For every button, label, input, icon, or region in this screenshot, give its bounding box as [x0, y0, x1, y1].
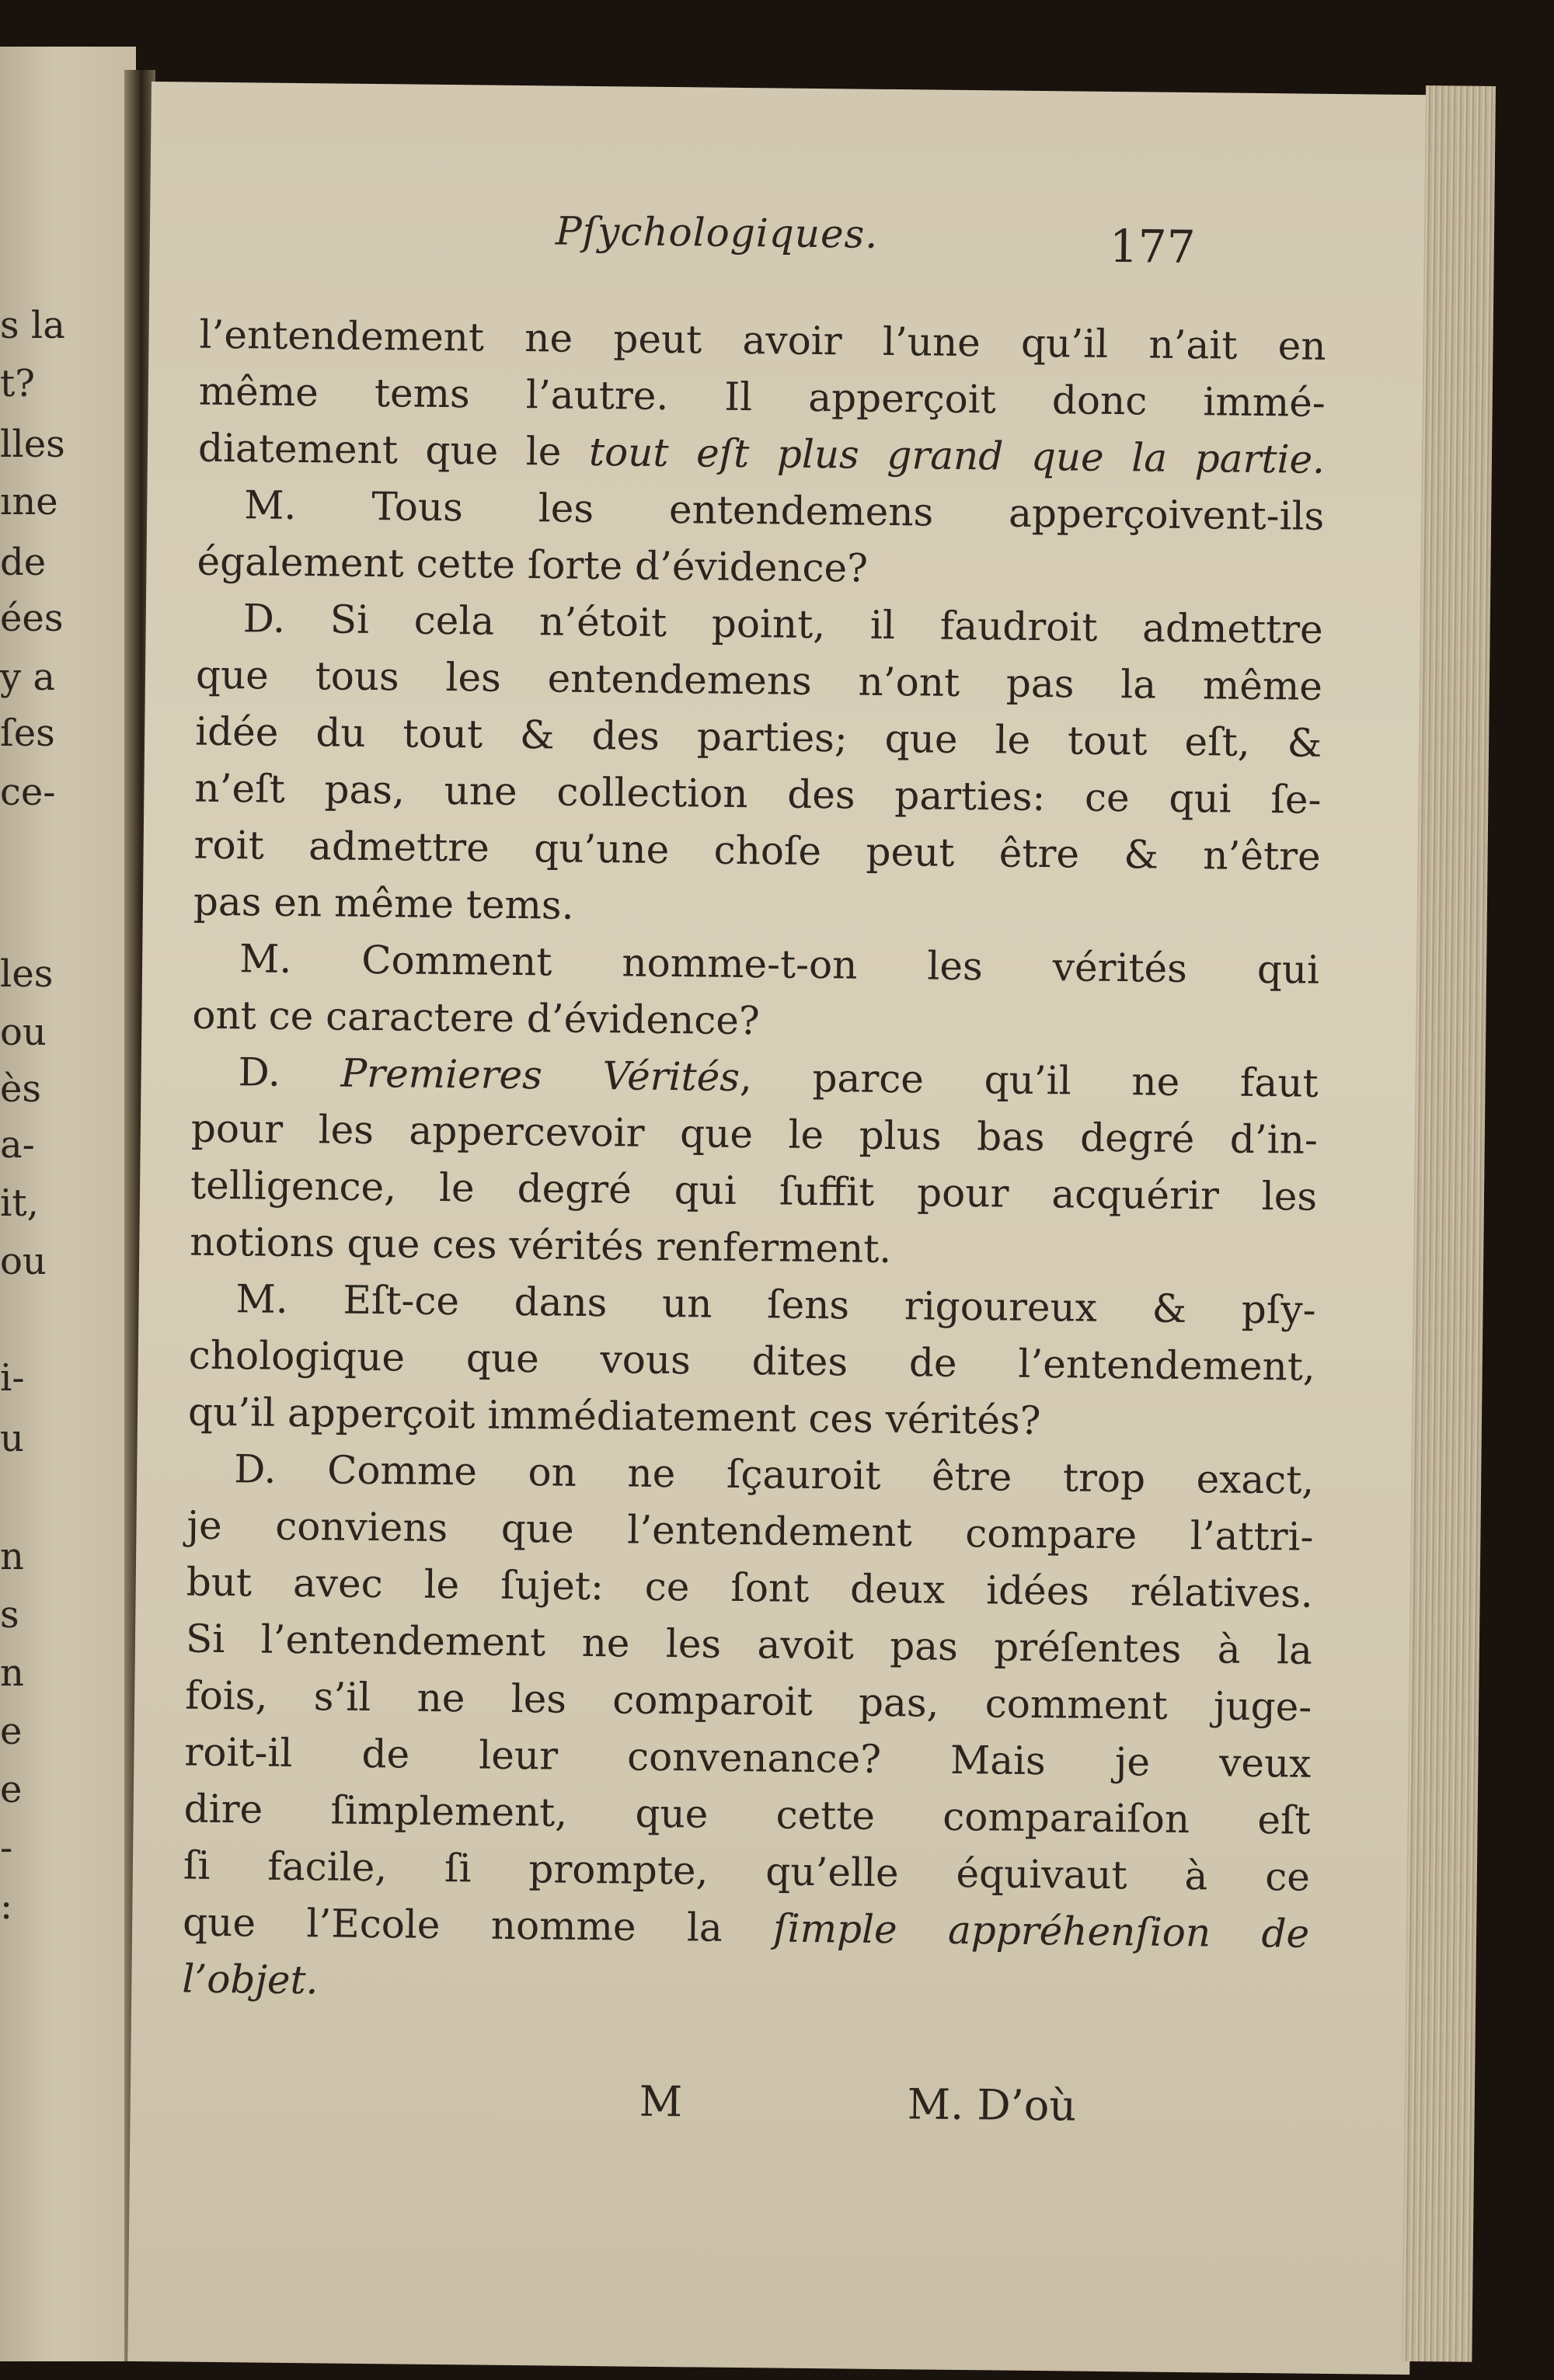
main-page [127, 82, 1434, 2375]
text-line [190, 1219, 1316, 1273]
text-line [187, 1389, 1315, 1444]
text-span: chologique que vous dites de l’entendement, [188, 1332, 1316, 1390]
next-page-start: M. D’où [907, 2079, 1077, 2131]
left-page [0, 47, 136, 2361]
text-line [184, 1729, 1312, 1787]
left-page-fragment: - [0, 1826, 13, 1870]
left-page-fragment: s [0, 1593, 19, 1637]
text-span: pour les appercevoir que le plus bas degré d’in- [190, 1105, 1319, 1163]
text-line [190, 1105, 1319, 1163]
text-span: que l’Ecole nomme la [182, 1899, 774, 1951]
left-page-fragment: ce- [0, 771, 56, 814]
text-line [184, 1672, 1312, 1730]
left-page-fragment: ées [0, 597, 64, 640]
text-span: M. Tous les entendemens apperçoivent-ils [243, 482, 1325, 539]
left-page-fragment: n [0, 1651, 24, 1695]
text-span: qu’il apperçoit immédiatement ces vérités? [187, 1389, 1041, 1444]
page-number: 177 [1109, 219, 1196, 274]
catchword: M [639, 2076, 683, 2127]
left-page-fragment: s la [0, 304, 65, 347]
left-page-fragment: ès [0, 1067, 42, 1111]
left-page-fragment: e [0, 1768, 23, 1811]
italic-span: l’objet. [182, 1956, 319, 2003]
text-span: D. [238, 1049, 341, 1096]
text-line [194, 708, 1322, 766]
text-span: D. Comme on ne ſçauroit être trop exact, [233, 1446, 1315, 1503]
italic-span: ſimple appréhenſion de [772, 1905, 1310, 1957]
italic-span: tout eſt plus grand que la partie. [588, 429, 1326, 482]
text-span: , parce qu’il ne faut [739, 1054, 1319, 1106]
left-page-fragment: ſes [0, 712, 55, 755]
text-span: je conviens que l’entendement compare l’attri- [186, 1502, 1314, 1560]
left-page-fragment: : [0, 1884, 13, 1928]
left-page-fragment: ou [0, 1240, 47, 1283]
left-page-fragment: lles [0, 423, 65, 466]
text-span: dire ſimplement, que cette comparaiſon eſt [183, 1786, 1311, 1843]
text-line [238, 1049, 1319, 1106]
text-line [235, 1276, 1316, 1333]
text-span: Si l’entendement ne les avoit pas préſentes à la [185, 1616, 1313, 1673]
text-span: diatement que le [197, 425, 590, 475]
left-page-fragment: e [0, 1710, 23, 1753]
text-line [186, 1502, 1314, 1560]
text-line [192, 992, 1319, 1046]
text-span: M. Eſt-ce dans un ſens rigoureux & pſy- [235, 1276, 1316, 1333]
running-head: Pſychologiques. [555, 208, 879, 257]
left-page-fragment: it, [0, 1181, 39, 1225]
text-line [193, 822, 1321, 879]
text-span: notions que ces vérités renferment. [190, 1219, 892, 1272]
text-span: D. Si cela n’étoit point, il faudroit admettre [242, 596, 1323, 652]
text-line [190, 1162, 1318, 1220]
text-line [197, 538, 1323, 593]
left-page-fragment: a- [0, 1123, 35, 1167]
text-span: que tous les entendemens n’ont pas la même [195, 652, 1323, 709]
text-line [198, 368, 1326, 426]
left-page-fragment: y a [0, 656, 55, 699]
text-line [195, 652, 1323, 709]
text-line [188, 1332, 1316, 1390]
left-page-fragment: i- [0, 1356, 25, 1400]
left-page-fragment: t? [0, 362, 36, 405]
left-page-fragment: n [0, 1535, 24, 1578]
text-span: telligence, le degré qui ſuffit pour acquérir les [190, 1162, 1318, 1220]
text-line [233, 1446, 1315, 1503]
left-page-fragment: ıne [0, 480, 58, 524]
text-line [182, 1956, 1308, 2010]
text-span: même tems l’autre. Il apperçoit donc immé- [198, 368, 1326, 426]
text-span: fois, s’il ne les comparoit pas, comment juge- [184, 1672, 1312, 1730]
left-page-fragment: les [0, 952, 54, 996]
text-span: M. Comment nomme-t-on les vérités qui [239, 936, 1320, 993]
text-line [239, 936, 1320, 993]
left-page-fragment: de [0, 541, 47, 584]
text-line [185, 1616, 1313, 1673]
left-page-fragment: u [0, 1417, 24, 1460]
text-line [199, 311, 1326, 369]
text-span: but avec le ſujet: ce ſont deux idées rélatives. [186, 1559, 1313, 1616]
text-line [197, 425, 1326, 482]
text-span: ſi facile, ſi prompte, qu’elle équivaut à ce [183, 1842, 1311, 1900]
text-span: roit admettre qu’une choſe peut être & n’être [193, 822, 1321, 879]
text-line [186, 1559, 1313, 1616]
text-span: n’eſt pas, une collection des parties: ce qui ſe- [194, 765, 1322, 823]
text-line [194, 765, 1322, 823]
text-line [182, 1899, 1310, 1957]
text-span: idée du tout & des parties; que le tout eſt, & [194, 708, 1322, 766]
text-span: roit-il de leur convenance? Mais je veux [184, 1729, 1312, 1787]
text-span: pas en même tems. [193, 879, 574, 928]
text-span: l’entendement ne peut avoir l’une qu’il n’ait en [199, 311, 1326, 369]
text-line [242, 596, 1323, 652]
text-span: également cette ſorte d’évidence? [197, 538, 869, 591]
text-line [183, 1786, 1311, 1843]
text-line [193, 879, 1320, 933]
text-block [182, 311, 1326, 2003]
text-span: ont ce caractere d’évidence? [192, 992, 760, 1044]
italic-span: Premieres Vérités [340, 1050, 740, 1100]
text-line [243, 482, 1325, 539]
left-page-fragment: ou [0, 1011, 47, 1054]
text-line [183, 1842, 1311, 1900]
